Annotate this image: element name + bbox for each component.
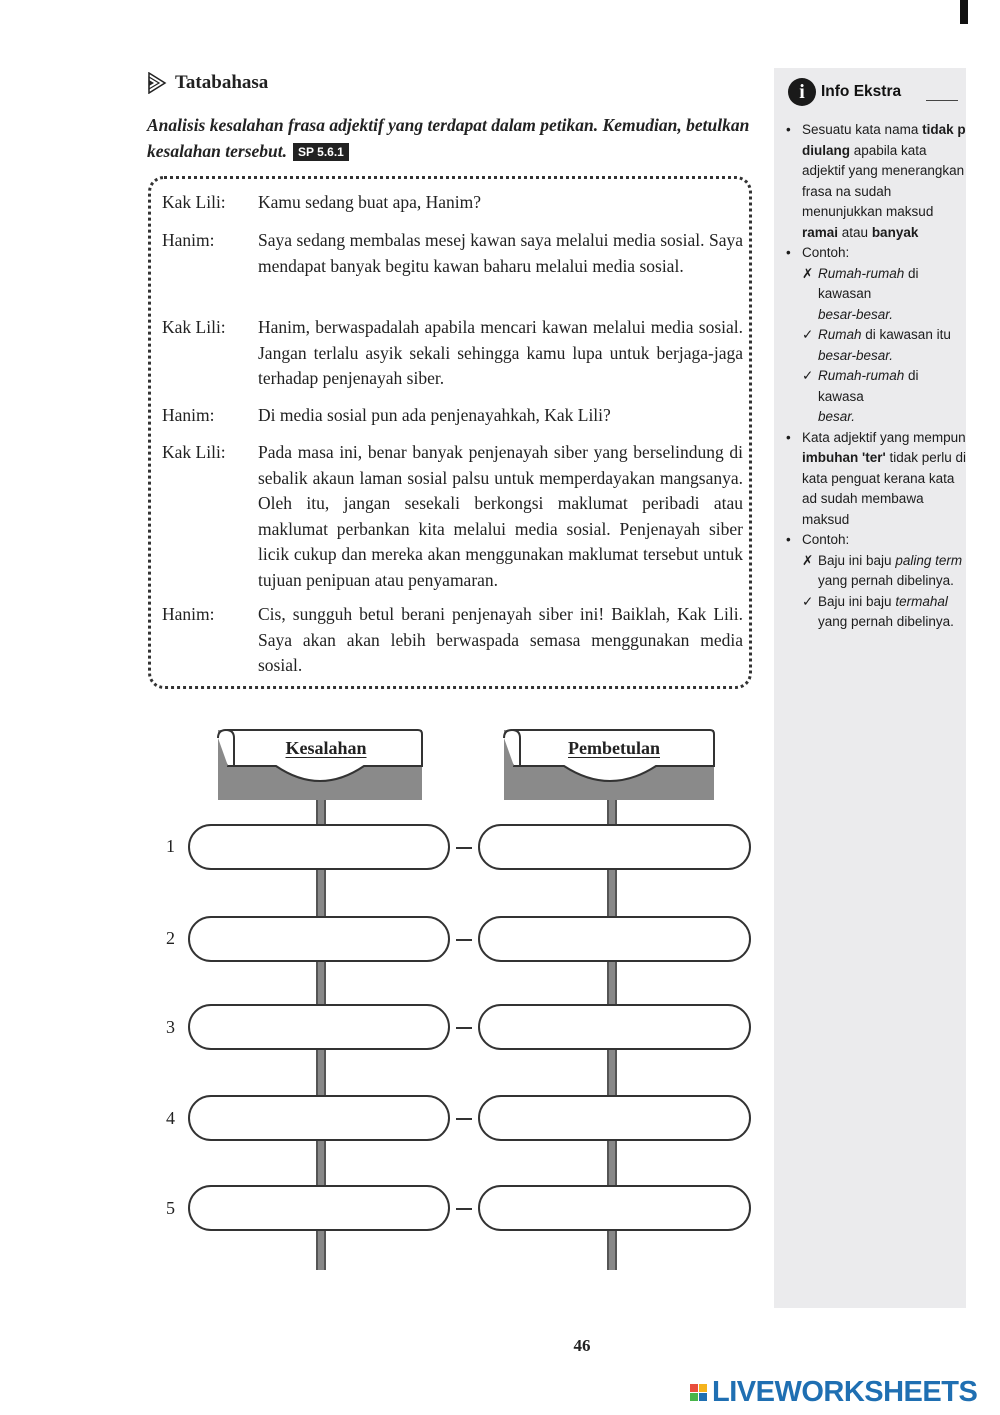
correction-answer-box[interactable] <box>478 916 751 962</box>
header-pembetulan: Pembetulan <box>568 738 660 758</box>
info-extra-panel <box>774 68 966 1308</box>
list-item: • Contoh: <box>786 532 850 547</box>
check-icon: ✓ <box>802 327 814 342</box>
speech-text: Di media sosial pun ada penjenayahkah, Kak Lili? <box>258 405 611 425</box>
standard-badge: SP 5.6.1 <box>293 143 349 161</box>
example-wrong: ✗ Rumah-rumah di kawasan <box>786 264 966 305</box>
correction-answer-box[interactable] <box>478 824 751 870</box>
row-number: 3 <box>166 1017 175 1037</box>
speech-text: Hanim, berwaspadalah apabila mencari kawan melalui media sosial. Jangan terlalu asyik sekali sehingga kamu lupa untuk berjaga-jaga terhadap penjenayah siber. <box>258 317 743 388</box>
row-number: 2 <box>166 928 175 948</box>
check-icon: ✓ <box>802 593 814 609</box>
speech-text: Kamu sedang buat apa, Hanim? <box>258 192 482 212</box>
example-correct: ✓ Rumah di kawasan itu <box>786 325 966 346</box>
example-cont: yang pernah dibelinya. <box>818 614 954 629</box>
correction-answer-box[interactable] <box>478 1095 751 1141</box>
info-title: Info Ekstra <box>821 83 902 100</box>
divider <box>926 100 958 101</box>
speaker-name: Kak Lili: <box>162 192 226 212</box>
correction-answer-box[interactable] <box>478 1185 751 1231</box>
logo-grid-icon <box>690 1384 707 1401</box>
instruction-body: Analisis kesalahan frasa adjektif yang terdapat dalam petikan. Kemudian, betulkan kesalahan tersebut. <box>147 115 750 161</box>
connector-dash <box>456 847 472 849</box>
example-correct: ✓ Baju ini baju termahal <box>786 592 966 613</box>
error-answer-box[interactable] <box>188 916 450 962</box>
example-cont: besar-besar. <box>818 347 894 363</box>
list-item: • Contoh: <box>786 245 850 260</box>
cross-icon: ✗ <box>802 552 814 568</box>
info-icon: i <box>788 78 816 106</box>
info-header <box>788 78 901 106</box>
error-answer-box[interactable] <box>188 824 450 870</box>
liveworksheets-logo[interactable] <box>690 1376 977 1409</box>
info-list <box>786 120 966 633</box>
instruction-text <box>147 112 757 164</box>
page-number: 46 <box>573 1336 591 1355</box>
row-number: 4 <box>166 1108 175 1128</box>
chevron-arrow-icon <box>147 72 167 94</box>
list-item: • Sesuatu kata nama tidak p diulang apabila kata adjektif yang menerangkan frasa na sudah menunjukkan maksud ramai atau banyak <box>786 122 966 240</box>
speech-text: Saya sedang membalas mesej kawan saya melalui media sosial. Saya mendapat banyak begitu kawan baharu melalui media sosial. <box>258 230 743 276</box>
page-edge-marker <box>960 0 968 24</box>
speech-text: Pada masa ini, benar banyak penjenayah siber yang berselindung di sebalik akaun laman sosial palsu untuk memperdayakan mangsanya. Oleh itu, jangan sesekali berkongsi maklumat peribadi atau maklumat perbankan kita melalui media sosial. Penjenayah siber licik cukup dan mereka akan menggunakan maklumat tersebut untuk tujuan penipuan atau penyamaran. <box>258 442 743 590</box>
logo-text: LIVEWORKSHEETS <box>712 1376 978 1408</box>
error-answer-box[interactable] <box>188 1185 450 1231</box>
speaker-name: Hanim: <box>162 604 215 624</box>
speaker-name: Hanim: <box>162 405 215 425</box>
example-cont: besar. <box>818 409 856 424</box>
example-wrong: ✗ Baju ini baju paling term <box>786 551 966 572</box>
example-cont: besar-besar. <box>818 306 894 322</box>
connector-dash <box>456 939 472 941</box>
error-answer-box[interactable] <box>188 1004 450 1050</box>
connector-dash <box>456 1118 472 1120</box>
speaker-name: Hanim: <box>162 230 215 250</box>
section-title: Tatabahasa <box>175 72 269 93</box>
error-answer-box[interactable] <box>188 1095 450 1141</box>
connector-dash <box>456 1208 472 1210</box>
speaker-name: Kak Lili: <box>162 442 226 462</box>
speaker-name: Kak Lili: <box>162 317 226 337</box>
row-number: 5 <box>166 1198 175 1218</box>
correction-answer-box[interactable] <box>478 1004 751 1050</box>
list-item: • Kata adjektif yang mempun imbuhan 'ter' tidak perlu di kata penguat kerana kata ad sudah membawa maksud <box>786 429 966 527</box>
speech-text: Cis, sungguh betul berani penjenayah siber ini! Baiklah, Kak Lili. Saya akan akan lebih berwaspada semasa menggunakan media sosial. <box>258 604 743 675</box>
cross-icon: ✗ <box>802 265 814 281</box>
header-kesalahan: Kesalahan <box>285 738 367 758</box>
connector-dash <box>456 1027 472 1029</box>
section-heading <box>147 72 268 94</box>
example-correct: ✓ Rumah-rumah di kawasa <box>786 366 966 407</box>
example-cont: yang pernah dibelinya. <box>818 573 954 588</box>
check-icon: ✓ <box>802 368 814 383</box>
row-number: 1 <box>166 836 175 856</box>
